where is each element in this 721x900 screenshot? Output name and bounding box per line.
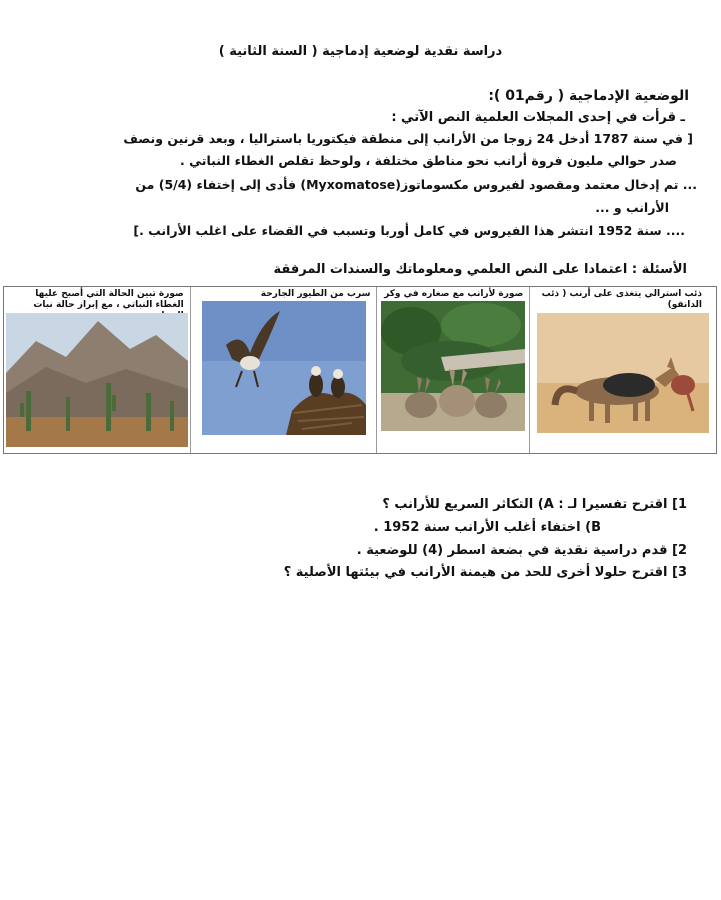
situation-heading: الوضعية الإدماجية ( رقم01 ):: [488, 88, 689, 104]
image-figure-rabbits: [376, 287, 529, 453]
text-line-2: صدر حوالي مليون فروة أرانب نحو مناطق مختلفة ، ولوحظ تقلص الغطاء النباتي .: [180, 153, 677, 168]
intro-line: ـ قرأت في إحدى المجلات العلمية النص الآتي :: [391, 110, 685, 125]
image-figure-landscape: [4, 287, 190, 453]
raptors-nest-photo-icon: [202, 301, 366, 435]
image-caption: صورة لأرانب مع صغاره في وكر: [384, 289, 524, 299]
rabbits-burrow-photo-icon: [381, 301, 525, 431]
question-1a: 1] اقترح تفسيرا لـ : A) التكاثر السريع للأرانب ؟: [382, 497, 687, 512]
questions-heading: الأسئلة : اعتمادا على النص العلمي ومعلوماتك والسندات المرفقة: [273, 262, 687, 277]
image-caption: سرب من الطيور الجارحة: [260, 289, 371, 299]
question-1b: B) اختفاء أغلب الأرانب سنة 1952 .: [373, 520, 601, 535]
text-line-3: ... تم إدخال معتمد ومقصود لفيروس مكسوماتوز(Myxomatose) فأدى إلى إختفاء (5/4) من: [135, 177, 697, 192]
cactus-landscape-photo-icon: [6, 313, 188, 447]
image-figure-raptors: [190, 287, 377, 453]
jackal-rabbit-photo-icon: [537, 313, 709, 433]
image-caption: ذئب استرالي يتغذى على أرنب ( ذئب الدانقو): [541, 289, 702, 310]
text-line-4: الأرانب و ...: [595, 200, 669, 215]
image-caption: صورة تبين الحالة التي أصبح عليها الغطاء النباتي ، مع إبراز حالة نبات: [33, 289, 184, 310]
text-line-1: [ في سنة 1787 أدخل 24 زوجا من الأرانب إلى منطقة فيكتوريا باستراليا ، وبعد قرنين ونصف: [123, 131, 693, 146]
question-2: 2] قدم دراسية نقدية في بضعة اسطر (4) للوضعية .: [356, 543, 687, 558]
document-title: دراسة نقدية لوضعية إدماجية ( السنة الثانية ): [218, 44, 503, 59]
text-line-5: .... سنة 1952 انتشر هذا الفيروس في كامل أوربا وتسبب في القضاء على اغلب الأرانب .]: [133, 223, 685, 238]
image-strip: [3, 286, 717, 454]
question-3: 3] اقترح حلولا أخرى للحد من هيمنة الأرانب في بيئتها الأصلية ؟: [283, 565, 687, 580]
image-figure-jackal: [529, 287, 716, 453]
